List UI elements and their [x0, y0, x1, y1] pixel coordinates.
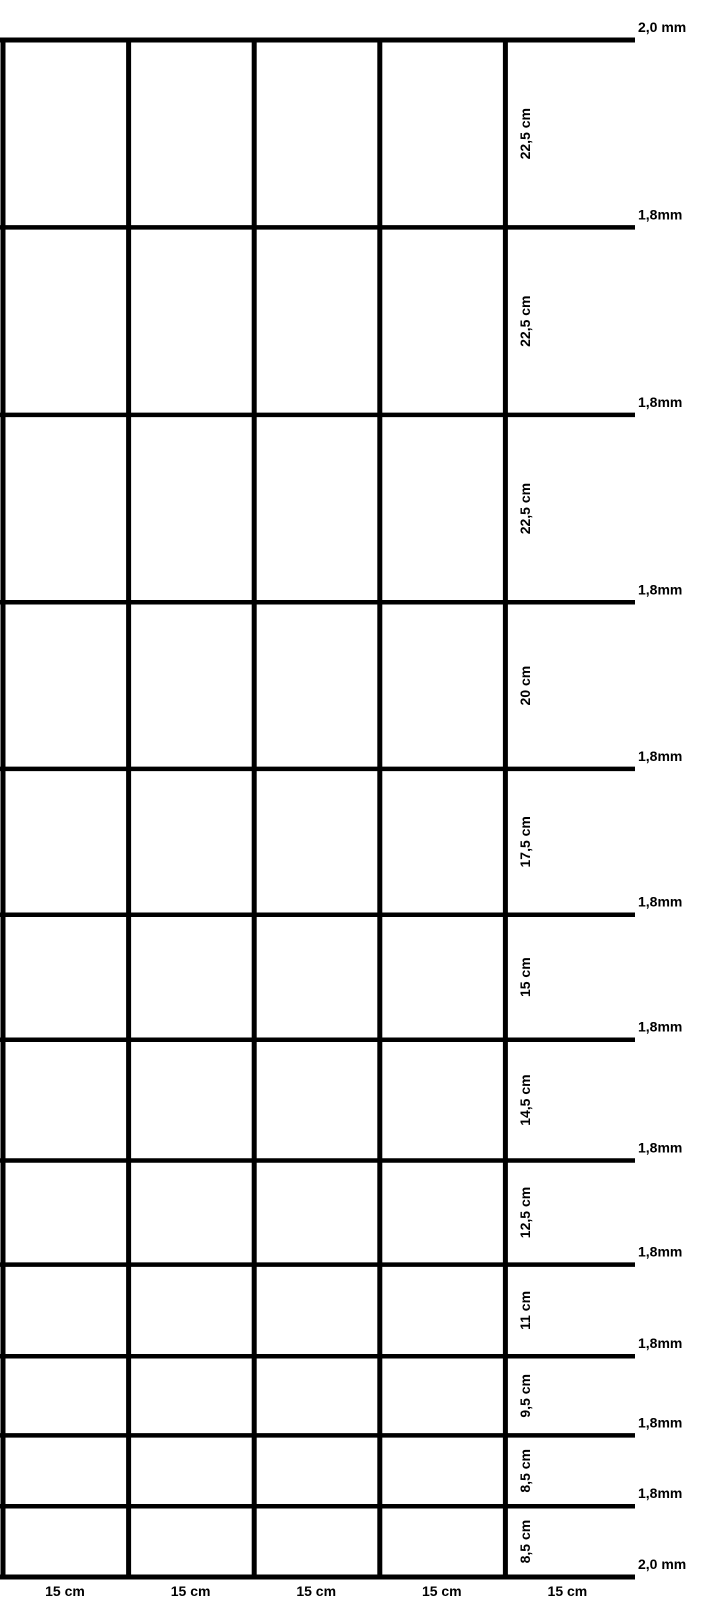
row-spacing-label: 15 cm	[517, 957, 534, 998]
wire-thickness-label: 1,8mm	[638, 747, 683, 764]
column-spacing-label: 15 cm	[547, 1583, 588, 1599]
row-spacing-label: 9,5 cm	[517, 1374, 534, 1418]
row-spacing-label: 12,5 cm	[517, 1186, 534, 1239]
row-spacing-label: 14,5 cm	[517, 1074, 534, 1126]
wire-thickness-label: 1,8mm	[638, 581, 683, 598]
wire-thickness-label: 1,8mm	[638, 893, 683, 910]
horizontal-wires	[0, 40, 635, 1577]
wire-thickness-label: 1,8mm	[638, 1243, 683, 1260]
wire-thickness-labels	[638, 19, 686, 1572]
wire-thickness-label: 1,8mm	[638, 1335, 683, 1352]
row-spacing-label: 8,5 cm	[517, 1449, 534, 1493]
wire-thickness-label: 1,8mm	[638, 1139, 683, 1156]
row-spacing-label: 11 cm	[517, 1290, 534, 1330]
wire-thickness-label: 1,8mm	[638, 1414, 683, 1431]
wire-thickness-label: 1,8mm	[638, 1018, 683, 1035]
column-spacing-labels	[45, 1583, 587, 1599]
wire-thickness-label: 2,0 mm	[638, 19, 687, 35]
row-spacing-label: 8,5 cm	[517, 1519, 534, 1564]
column-spacing-label: 15 cm	[421, 1583, 462, 1599]
vertical-wires	[3, 38, 505, 1580]
column-spacing-label: 15 cm	[170, 1583, 211, 1599]
row-spacing-label: 22,5 cm	[517, 295, 534, 347]
row-spacing-labels	[517, 108, 533, 1563]
wire-thickness-label: 1,8mm	[638, 206, 683, 223]
wire-thickness-label: 1,8mm	[638, 1485, 683, 1502]
column-spacing-label: 15 cm	[45, 1583, 85, 1599]
row-spacing-label: 17,5 cm	[517, 816, 534, 868]
column-spacing-label: 15 cm	[296, 1583, 337, 1599]
wire-thickness-label: 2,0 mm	[638, 1556, 687, 1572]
wire-thickness-label: 1,8mm	[638, 393, 683, 410]
row-spacing-label: 22,5 cm	[517, 482, 534, 535]
row-spacing-label: 20 cm	[517, 665, 534, 706]
row-spacing-label: 22,5 cm	[517, 108, 534, 160]
